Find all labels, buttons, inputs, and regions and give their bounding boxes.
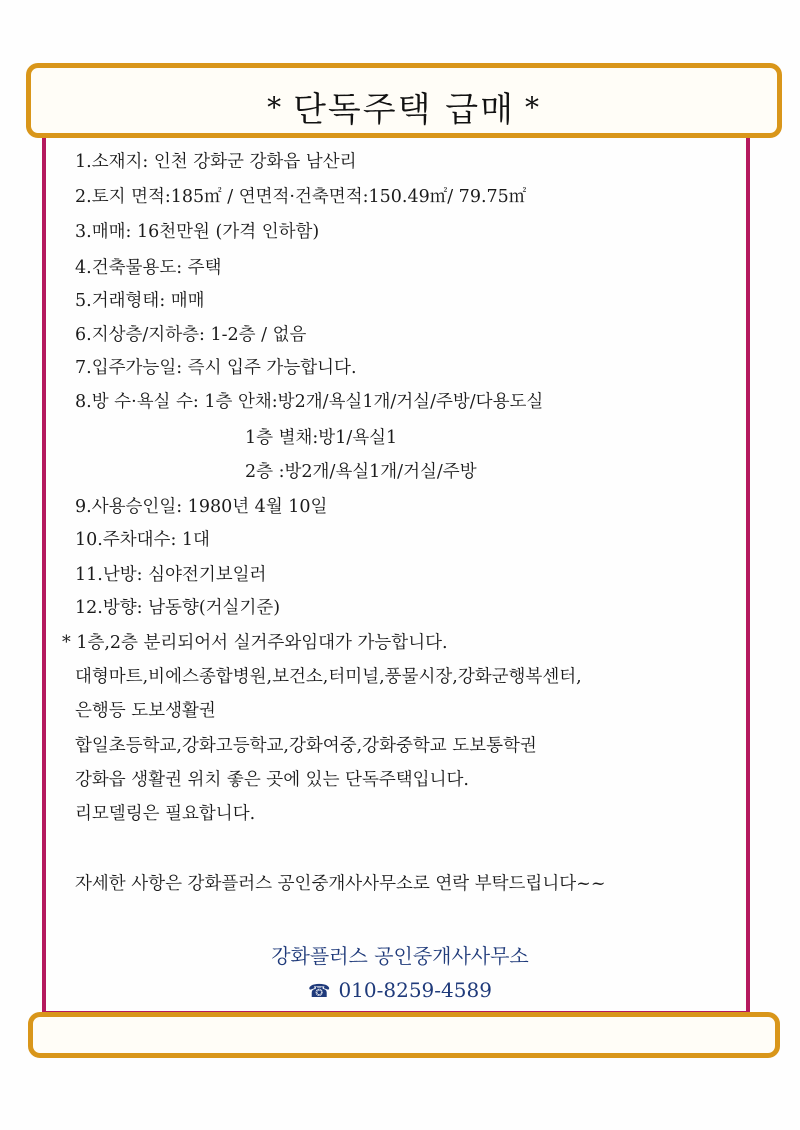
bottom-banner [28,1012,780,1058]
item-direction: 12.방향: 남동향(거실기준) [75,598,281,618]
item-rooms: 8.방 수·욕실 수: 1층 안채:방2개/욕실1개/거실/주방/다용도실 [75,392,544,412]
item-rooms-second-floor: 2층 :방2개/욕실1개/거실/주방 [245,462,477,482]
phone-line [0,978,800,1002]
note-bank: 은행등 도보생활권 [75,701,216,721]
note-location: 강화읍 생활권 위치 좋은 곳에 있는 단독주택입니다. [75,770,469,790]
contact-note: 자세한 사항은 강화플러스 공인중개사사무소로 연락 부탁드립니다~~ [75,874,606,894]
item-usage: 4.건축물용도: 주택 [75,258,222,278]
note-amenities: 대형마트,비에스종합병원,보건소,터미널,풍물시장,강화군행복센터, [75,667,582,687]
title-star-left: * [267,91,284,124]
title-text: 단독주택 급매 [293,90,515,130]
item-price: 3.매매: 16천만원 (가격 인하함) [75,222,320,242]
phone-number[interactable]: 010-8259-4589 [338,978,492,1002]
title-banner [26,63,782,138]
item-move-in: 7.입주가능일: 즉시 입주 가능합니다. [75,358,357,378]
phone-icon: ☎ [308,981,331,1002]
page-title [31,82,777,131]
item-location: 1.소재지: 인천 강화군 강화읍 남산리 [75,152,357,172]
item-deal-type: 5.거래형태: 매매 [75,291,205,311]
item-parking: 10.주차대수: 1대 [75,530,210,550]
item-heating: 11.난방: 심야전기보일러 [75,565,267,585]
office-name: 강화플러스 공인중개사사무소 [271,944,529,968]
note-schools: 합일초등학교,강화고등학교,강화여중,강화중학교 도보통학권 [75,736,537,756]
item-approval-date: 9.사용승인일: 1980년 4월 10일 [75,497,328,517]
note-separate-floors: * 1층,2층 분리되어서 실거주와임대가 가능합니다. [62,633,448,653]
item-rooms-annex: 1층 별채:방1/욕실1 [245,428,398,448]
title-star-right: * [524,91,541,124]
item-floors: 6.지상층/지하층: 1-2층 / 없음 [75,325,307,345]
note-remodeling: 리모델링은 필요합니다. [75,804,256,824]
item-area: 2.토지 면적:185㎡ / 연면적·건축면적:150.49㎡/ 79.75㎡ [75,187,527,207]
